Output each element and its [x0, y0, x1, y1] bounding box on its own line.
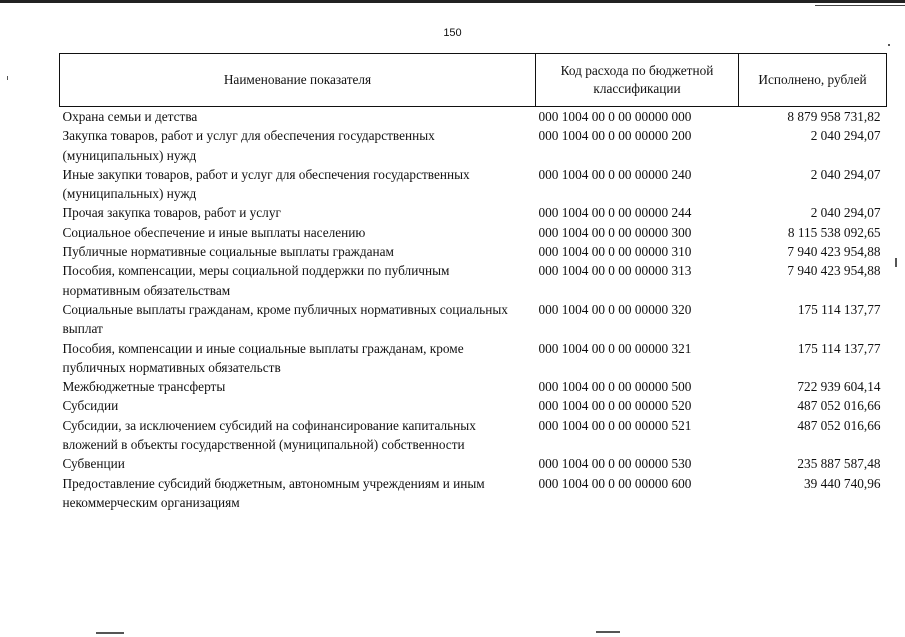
row-amount: 39 440 740,96: [804, 475, 881, 491]
row-amount: 487 052 016,66: [797, 417, 881, 433]
row-code: 000 1004 00 0 00 00000 500: [538, 379, 692, 395]
row-code: 000 1004 00 0 00 00000 313: [538, 263, 692, 279]
table-row: [60, 165, 887, 204]
row-amount: 7 940 423 954,88: [787, 263, 881, 279]
row-amount: 8 115 538 092,65: [787, 224, 881, 240]
row-amount: 7 940 423 954,88: [787, 244, 881, 260]
row-code: 000 1004 00 0 00 00000 300: [538, 224, 692, 240]
row-code: 000 1004 00 0 00 00000 520: [538, 398, 692, 414]
row-name: Субсидии: [62, 398, 119, 414]
row-amount: 487 052 016,66: [797, 398, 881, 414]
scan-speck: [96, 632, 124, 634]
scan-top-edge-line: [815, 5, 905, 6]
table-row: [60, 416, 887, 455]
row-name: Закупка товаров, работ и услуг для обеспечения государственных (муниципальных) нужд: [62, 128, 435, 163]
scan-speck: [596, 631, 620, 633]
page-number: 150: [443, 27, 462, 39]
row-amount: 235 887 587,48: [797, 456, 881, 472]
row-name: Предоставление субсидий бюджетным, автономным учреждениям и иным некоммерческим организациям: [62, 475, 485, 510]
table-body: [60, 107, 887, 513]
row-code: 000 1004 00 0 00 00000 000: [538, 109, 692, 124]
table-header-row: [60, 54, 887, 107]
row-amount: 175 114 137,77: [797, 301, 881, 317]
table-row: [60, 339, 887, 378]
expenditure-table: [59, 53, 887, 512]
row-name: Прочая закупка товаров, работ и услуг: [62, 205, 281, 221]
header-code: Код расхода по бюджетной классификации: [536, 54, 739, 107]
row-name: Социальное обеспечение и иные выплаты населению: [62, 224, 366, 240]
scan-top-edge: [0, 0, 905, 3]
scan-speck: [888, 44, 890, 46]
table-row: [60, 474, 887, 513]
row-name: Субсидии, за исключением субсидий на софинансирование капитальных вложений в объекты государственной (муниципальной) собственности: [62, 417, 476, 453]
row-code: 000 1004 00 0 00 00000 530: [538, 456, 692, 472]
header-name: Наименование показателя: [60, 54, 536, 107]
scan-speck: [895, 258, 897, 267]
row-amount: 2 040 294,07: [810, 205, 881, 221]
scan-speck: [7, 76, 8, 80]
row-name: Пособия, компенсации и иные социальные выплаты гражданам, кроме публичных нормативных обязательств: [62, 340, 464, 375]
row-name: Иные закупки товаров, работ и услуг для обеспечения государственных (муниципальных) нужд: [62, 166, 470, 202]
row-name: Межбюджетные трансферты: [62, 379, 226, 395]
table-row: [60, 396, 887, 415]
row-code: 000 1004 00 0 00 00000 200: [538, 128, 692, 144]
table-row: [60, 454, 887, 473]
row-code: 000 1004 00 0 00 00000 244: [538, 205, 692, 221]
row-name: Пособия, компенсации, меры социальной поддержки по публичным нормативным обязательствам: [62, 263, 450, 298]
row-amount: 8 879 958 731,82: [787, 109, 881, 124]
row-amount: 2 040 294,07: [810, 166, 881, 182]
row-amount: 2 040 294,07: [810, 128, 881, 144]
table-row: [60, 126, 887, 165]
table-row: [60, 203, 887, 222]
row-code: 000 1004 00 0 00 00000 600: [538, 475, 692, 491]
row-code: 000 1004 00 0 00 00000 321: [538, 340, 692, 356]
table-row: [60, 377, 887, 396]
row-code: 000 1004 00 0 00 00000 310: [538, 244, 692, 260]
table-row: [60, 107, 887, 127]
row-amount: 175 114 137,77: [797, 340, 881, 356]
table-row: [60, 242, 887, 261]
header-amount: Исполнено, рублей: [739, 54, 887, 107]
table-row: [60, 300, 887, 339]
row-name: Охрана семьи и детства: [62, 109, 198, 124]
row-name: Социальные выплаты гражданам, кроме публичных нормативных социальных выплат: [62, 301, 508, 337]
row-code: 000 1004 00 0 00 00000 521: [538, 417, 692, 433]
row-amount: 722 939 604,14: [797, 379, 881, 395]
row-code: 000 1004 00 0 00 00000 240: [538, 166, 692, 182]
row-name: Публичные нормативные социальные выплаты гражданам: [62, 244, 394, 260]
row-name: Субвенции: [62, 456, 125, 472]
row-code: 000 1004 00 0 00 00000 320: [538, 301, 692, 317]
table-row: [60, 223, 887, 242]
table-row: [60, 261, 887, 300]
